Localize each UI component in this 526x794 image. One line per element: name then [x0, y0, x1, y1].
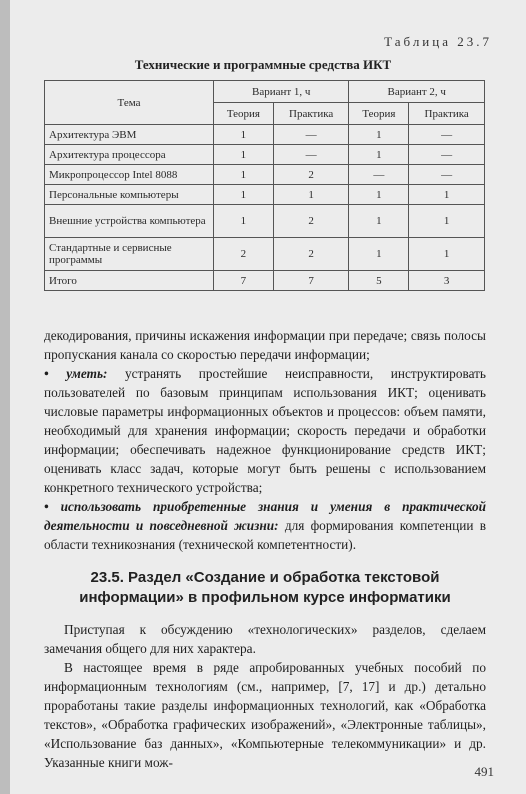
- table-row: [45, 185, 485, 205]
- header-variant-1: Вариант 1, ч: [214, 81, 349, 103]
- header-v1-theory: Теория: [214, 103, 274, 125]
- page-number: 491: [474, 764, 494, 779]
- cell-v2-theory: 5: [349, 271, 409, 291]
- cell-v1-theory: 1: [214, 205, 274, 238]
- table-total-row: [45, 271, 485, 291]
- paragraph: [44, 364, 486, 497]
- cell-v2-theory: 1: [349, 145, 409, 165]
- cell-v1-practice: —: [273, 145, 349, 165]
- cell-v1-theory: 1: [214, 185, 274, 205]
- cell-v2-practice: 1: [409, 205, 485, 238]
- table-row: [45, 125, 485, 145]
- cell-v2-theory: 1: [349, 205, 409, 238]
- cell-v2-practice: —: [409, 145, 485, 165]
- cell-v1-practice: 1: [273, 185, 349, 205]
- cell-v1-practice: —: [273, 125, 349, 145]
- cell-v2-practice: 1: [409, 185, 485, 205]
- row-topic: Внешние устройства компьютера: [45, 205, 214, 238]
- paragraph: Приступая к обсуждению «технологических» разделов, сделаем замечания общего для них характера.: [44, 622, 486, 656]
- header-v2-practice: Практика: [409, 103, 485, 125]
- header-v1-practice: Практика: [273, 103, 349, 125]
- bullet-text: устранять простейшие неисправности, инструктировать пользователей по базовым принципам использования ИКТ; оценивать числовые параметры информационных объектов и процессов: объем памяти, необходимый для хранения информации; скорость передачи и обработки информации; обеспечивать надежное функционирование средств ИКТ; оценивать класс задач, которые могут быть решены с использованием конкретного технического устройства;: [44, 366, 486, 495]
- cell-v1-theory: 2: [214, 238, 274, 271]
- row-topic: Персональные компьютеры: [45, 185, 214, 205]
- paragraph: декодирования, причины искажения информации при передаче; связь полосы пропускания канала со скоростью передачи информации;: [44, 328, 486, 362]
- cell-v1-theory: 1: [214, 125, 274, 145]
- bullet-text: для формирования компетенции в области техникознания (технической компетентности).: [44, 518, 487, 552]
- bullet-lead: • уметь:: [44, 366, 108, 381]
- row-topic: Архитектура ЭВМ: [45, 125, 214, 145]
- row-topic: Микропроцессор Intel 8088: [45, 165, 214, 185]
- table-row: [45, 205, 485, 238]
- row-topic: Стандартные и сервисные программы: [45, 238, 214, 271]
- body-text-upper: [44, 326, 486, 554]
- cell-v1-practice: 7: [273, 271, 349, 291]
- cell-v1-practice: 2: [273, 205, 349, 238]
- cell-v2-theory: 1: [349, 125, 409, 145]
- table-row: [45, 145, 485, 165]
- row-topic: Итого: [45, 271, 214, 291]
- cell-v1-practice: 2: [273, 238, 349, 271]
- cell-v2-practice: —: [409, 125, 485, 145]
- cell-v1-theory: 7: [214, 271, 274, 291]
- cell-v2-practice: 3: [409, 271, 485, 291]
- page-edge-shadow: [0, 0, 10, 794]
- bullet-lead: • использовать приобретенные знания и умения в практической деятельности и повседневной жизни:: [44, 499, 486, 533]
- cell-v2-theory: 1: [349, 238, 409, 271]
- cell-v1-practice: 2: [273, 165, 349, 185]
- header-variant-2: Вариант 2, ч: [349, 81, 485, 103]
- row-topic: Архитектура процессора: [45, 145, 214, 165]
- paragraph: В настоящее время в ряде апробированных учебных пособий по информационным технологиям (см., например, [7, 17] и др.) детально проработаны такие разделы информационных технологий, как «Обработка текстов», «Обработка графических изображений», «Электронные таблицы», «Использование баз данных», «Компьютерные телекоммуникации» и др. Указанные книги мож-: [44, 660, 486, 770]
- cell-v2-practice: —: [409, 165, 485, 185]
- table-label: Таблица 23.7: [384, 34, 492, 49]
- table-title: Технические и программные средства ИКТ: [134, 57, 392, 72]
- ict-hours-table: [44, 80, 485, 291]
- header-topic: Тема: [45, 81, 214, 125]
- paragraph: [44, 497, 486, 554]
- header-v2-theory: Теория: [349, 103, 409, 125]
- body-text-lower: [44, 620, 486, 772]
- cell-v2-theory: 1: [349, 185, 409, 205]
- table-row: [45, 165, 485, 185]
- cell-v2-theory: —: [349, 165, 409, 185]
- table-row: [45, 238, 485, 271]
- cell-v1-theory: 1: [214, 145, 274, 165]
- cell-v1-theory: 1: [214, 165, 274, 185]
- cell-v2-practice: 1: [409, 238, 485, 271]
- section-heading: 23.5. Раздел «Создание и обработка текстовой информации» в профильном курсе информатики: [79, 569, 451, 606]
